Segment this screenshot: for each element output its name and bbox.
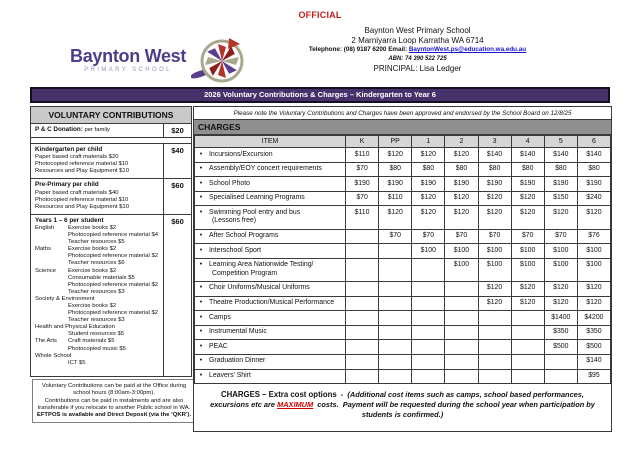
vc-subject-item: Teacher resources $3	[68, 317, 125, 324]
vc-detail-line: Photocopied reference material $10	[35, 161, 129, 168]
charge-value-cell: $70	[346, 162, 379, 177]
vc-subject-name: Society & Environment	[35, 295, 95, 302]
charge-value-cell: $100	[478, 244, 511, 259]
vc-row	[31, 124, 191, 138]
voluntary-contributions-header: VOLUNTARY CONTRIBUTIONS	[31, 107, 191, 124]
charge-value-cell: $190	[412, 177, 445, 192]
charge-value-cell: $120	[412, 191, 445, 206]
charge-value-cell	[379, 244, 412, 259]
charge-value-cell	[445, 325, 478, 340]
charge-item-label: Graduation Dinner	[209, 357, 266, 365]
vc-subject-items	[68, 303, 160, 324]
charge-value-cell	[379, 281, 412, 296]
charge-value-cell	[511, 340, 544, 355]
vc-row	[31, 215, 191, 376]
vc-subject-item: Exercise books $2	[68, 246, 117, 253]
payment-note-eftpos: EFTPOS is available and Direct Deposit (via the ‘QKR’).	[36, 412, 192, 419]
vc-subject-item: Photocopied music $5	[68, 345, 126, 352]
charges-row	[195, 340, 611, 355]
charges-col-PP: PP	[379, 136, 412, 148]
charge-value-cell	[478, 369, 511, 384]
vc-subject-items	[68, 225, 160, 246]
charges-col-6: 6	[577, 136, 610, 148]
vc-amount: $40	[171, 146, 184, 156]
school-logo-text	[70, 47, 186, 73]
vc-subject-name: English	[35, 224, 55, 231]
charges-row	[195, 258, 611, 281]
charge-value-cell	[412, 296, 445, 311]
charge-value-cell: $240	[577, 191, 610, 206]
vc-subject	[35, 225, 160, 246]
bullet-icon: •	[199, 372, 203, 379]
voluntary-contributions-panel	[30, 106, 192, 377]
charge-value-cell: $120	[577, 296, 610, 311]
extra-cost-maximum: MAXIMUM	[277, 399, 314, 409]
charges-table-body	[195, 148, 611, 384]
charge-value-cell	[379, 311, 412, 326]
charge-value-cell: $120	[478, 296, 511, 311]
bullet-icon: •	[199, 342, 203, 350]
charge-value-cell: $110	[346, 148, 379, 163]
charge-value-cell	[412, 340, 445, 355]
charges-row	[195, 191, 611, 206]
charge-value-cell: $120	[478, 191, 511, 206]
vc-subject-name: Whole School	[35, 352, 72, 359]
charge-value-cell	[379, 340, 412, 355]
charge-value-cell	[478, 325, 511, 340]
charge-value-cell: $120	[379, 206, 412, 229]
bullet-icon: •	[199, 299, 203, 307]
vc-row	[31, 179, 191, 214]
charge-value-cell: $120	[478, 206, 511, 229]
voluntary-table-body	[31, 124, 191, 376]
charge-value-cell: $100	[445, 244, 478, 259]
charge-value-cell: $80	[577, 162, 610, 177]
charges-col-5: 5	[544, 136, 577, 148]
charge-value-cell: $190	[445, 177, 478, 192]
charge-value-cell	[346, 325, 379, 340]
charge-item-label: Assembly/EOY concert requirements	[209, 165, 322, 173]
charges-row	[195, 354, 611, 369]
charge-value-cell: $120	[544, 281, 577, 296]
charge-item-cell	[195, 354, 346, 369]
charge-value-cell: $1400	[544, 311, 577, 326]
vc-subject-items	[68, 331, 160, 338]
vc-subject-item: Exercise books $2	[68, 224, 117, 231]
charge-value-cell	[478, 311, 511, 326]
vc-subject-item: Teacher resources $5	[68, 239, 125, 246]
bullet-icon: •	[199, 357, 203, 365]
charge-value-cell: $120	[577, 281, 610, 296]
charges-row	[195, 369, 611, 384]
charge-value-cell: $120	[577, 206, 610, 229]
charge-value-cell: $100	[445, 258, 478, 281]
charges-col-4: 4	[511, 136, 544, 148]
charge-value-cell	[346, 258, 379, 281]
school-abn: ABN: 74 390 522 725	[388, 55, 447, 62]
payment-note-box	[32, 379, 196, 423]
charge-item-label: After School Programs	[209, 232, 279, 240]
bullet-icon: •	[199, 179, 203, 187]
bullet-icon: •	[199, 165, 203, 173]
charge-value-cell: $100	[511, 244, 544, 259]
charges-panel	[193, 106, 612, 432]
charge-value-cell: $70	[412, 229, 445, 244]
charges-col-2: 2	[445, 136, 478, 148]
charge-value-cell: $100	[544, 244, 577, 259]
charge-value-cell	[544, 354, 577, 369]
school-email-link[interactable]: BayntonWest.ps@education.wa.edu.au	[408, 46, 527, 53]
charge-item-cell	[195, 177, 346, 192]
charge-value-cell: $500	[544, 340, 577, 355]
vc-subject	[35, 338, 160, 352]
charge-item-label: Interschool Sport	[209, 246, 262, 254]
charge-value-cell: $80	[379, 162, 412, 177]
vc-row-title: Years 1 – 6 per student	[35, 216, 104, 224]
charge-value-cell: $140	[511, 148, 544, 163]
vc-row-title-suffix: per family	[82, 127, 110, 133]
charge-item-label: School Photo	[209, 179, 250, 187]
charge-item-cell	[195, 244, 346, 259]
charge-value-cell: $190	[478, 177, 511, 192]
charge-value-cell	[544, 369, 577, 384]
charge-value-cell	[412, 354, 445, 369]
charge-value-cell: $190	[577, 177, 610, 192]
charge-value-cell: $190	[346, 177, 379, 192]
school-phone-line	[295, 45, 540, 55]
vc-row-description	[31, 215, 164, 376]
charge-value-cell: $120	[478, 281, 511, 296]
extra-cost-lead: CHARGES – Extra cost options	[221, 390, 337, 400]
charge-value-cell	[511, 354, 544, 369]
charge-value-cell	[412, 325, 445, 340]
vc-subject-name: Health and Physical Education	[35, 324, 115, 331]
charges-row	[195, 244, 611, 259]
charge-value-cell	[445, 369, 478, 384]
charge-value-cell	[412, 369, 445, 384]
vc-row-title: P & C Donation:	[35, 126, 83, 133]
bullet-icon: •	[199, 313, 203, 321]
charge-item-label: Incursions/Excursion	[209, 150, 273, 158]
charge-value-cell: $110	[346, 206, 379, 229]
vc-row-description	[31, 179, 164, 213]
charge-value-cell: $80	[412, 162, 445, 177]
extra-cost-note	[194, 390, 611, 419]
charge-item-cell	[195, 206, 346, 229]
vc-subject-items	[68, 246, 160, 267]
extra-cost-dash: -	[336, 390, 348, 400]
charge-value-cell	[346, 244, 379, 259]
vc-subject-items	[68, 360, 160, 367]
charge-value-cell: $70	[445, 229, 478, 244]
extra-cost-text-1: (Additional cost items such as camps, school based performances, excursions etc are	[210, 390, 587, 409]
charge-item-cell	[195, 311, 346, 326]
charge-value-cell: $120	[445, 148, 478, 163]
charges-row	[195, 281, 611, 296]
vc-detail-line: Photocopied reference material $10	[35, 196, 129, 203]
charge-value-cell: $100	[478, 258, 511, 281]
charge-item-cell	[195, 325, 346, 340]
charge-value-cell: $100	[412, 244, 445, 259]
bullet-icon: •	[199, 232, 203, 240]
school-logo	[70, 36, 245, 84]
charge-item-cell	[195, 369, 346, 384]
charges-section-header: CHARGES	[194, 119, 611, 135]
vc-subject-name: The Arts	[35, 338, 57, 345]
charge-value-cell	[346, 229, 379, 244]
vc-detail-line: Paper based craft materials $40	[35, 189, 119, 196]
charge-value-cell: $350	[577, 325, 610, 340]
charge-value-cell: $190	[511, 177, 544, 192]
vc-subject-item: Photocopied reference material $2	[68, 281, 159, 288]
charges-table	[194, 135, 611, 384]
charge-item-label: PEAC	[209, 342, 228, 350]
charge-item-cell	[195, 281, 346, 296]
charge-value-cell: $95	[577, 369, 610, 384]
school-details	[295, 26, 540, 74]
charge-value-cell	[346, 296, 379, 311]
pinwheel-logo-icon	[191, 36, 245, 84]
charge-item-label: Leavers’ Shirt	[209, 372, 251, 379]
charge-value-cell	[412, 258, 445, 281]
vc-subject-item: Photocopied reference material $2	[68, 253, 159, 260]
official-classification-label: OFFICIAL	[298, 10, 342, 20]
bullet-icon: •	[199, 284, 203, 292]
charge-item-cell	[195, 148, 346, 163]
charge-value-cell: $70	[544, 229, 577, 244]
charges-col-item: ITEM	[195, 136, 346, 148]
school-principal: PRINCIPAL: Lisa Ledger	[373, 64, 462, 73]
vc-subject-item: Photocopied reference material $2	[68, 310, 159, 317]
charge-item-label: Learning Area Nationwide Testing/	[209, 261, 314, 269]
vc-detail-line: Resources and Play Equipment $10	[35, 168, 129, 175]
charge-value-cell	[478, 340, 511, 355]
charge-item-cell	[195, 340, 346, 355]
charges-row	[195, 148, 611, 163]
vc-subject-item: Consumable materials $5	[68, 274, 135, 281]
charge-item-cell	[195, 162, 346, 177]
vc-amount: $60	[171, 181, 184, 191]
charge-item-label-line2: (Lessons free)	[212, 217, 257, 225]
vc-row	[31, 144, 191, 179]
charge-value-cell: $110	[379, 191, 412, 206]
charge-value-cell: $120	[511, 191, 544, 206]
charges-row	[195, 206, 611, 229]
charge-value-cell	[445, 340, 478, 355]
charge-value-cell: $120	[544, 296, 577, 311]
charge-value-cell	[379, 354, 412, 369]
vc-subject	[35, 246, 160, 267]
charge-value-cell	[478, 354, 511, 369]
charge-item-label: Camps	[209, 313, 231, 321]
charge-item-label: Specialised Learning Programs	[209, 194, 305, 202]
charges-row	[195, 162, 611, 177]
vc-subject-item: Craft materials $5	[68, 338, 115, 345]
charge-value-cell: $500	[577, 340, 610, 355]
charge-value-cell: $120	[511, 206, 544, 229]
charge-value-cell: $120	[544, 206, 577, 229]
charge-item-label-line2: Competition Program	[212, 269, 278, 277]
bullet-icon: •	[199, 150, 203, 158]
charge-value-cell: $70	[478, 229, 511, 244]
charge-value-cell	[445, 354, 478, 369]
charge-value-cell: $80	[511, 162, 544, 177]
charge-value-cell	[412, 311, 445, 326]
vc-detail-line: Resources and Play Equipment $10	[35, 203, 129, 210]
charges-row	[195, 229, 611, 244]
charge-value-cell	[346, 340, 379, 355]
charge-item-label: Swimming Pool entry and bus	[209, 208, 301, 216]
charges-row	[195, 177, 611, 192]
vc-subject-name: Science	[35, 267, 56, 274]
vc-amount: $60	[171, 216, 184, 226]
charge-value-cell	[412, 281, 445, 296]
charge-value-cell	[379, 369, 412, 384]
charge-value-cell: $70	[346, 191, 379, 206]
charge-value-cell: $140	[577, 148, 610, 163]
charge-value-cell	[445, 311, 478, 326]
charge-value-cell: $80	[544, 162, 577, 177]
charge-item-label: Instrumental Music	[209, 328, 267, 336]
vc-subject-item: Teacher resources $3	[68, 288, 125, 295]
charge-item-cell	[195, 258, 346, 281]
charge-value-cell	[346, 369, 379, 384]
charges-header-row	[195, 136, 611, 148]
school-name: Baynton West Primary School	[364, 26, 471, 35]
charge-value-cell	[445, 296, 478, 311]
vc-subject-item: Teacher resources $6	[68, 260, 125, 267]
school-logo-subtitle: PRIMARY SCHOOL	[84, 67, 172, 73]
charge-item-label: Theatre Production/Musical Performance	[209, 299, 335, 307]
vc-subject-item: Photocopied reference material $4	[68, 232, 159, 239]
charge-value-cell	[379, 325, 412, 340]
charge-value-cell: $80	[445, 162, 478, 177]
charge-value-cell	[379, 258, 412, 281]
charge-value-cell	[511, 369, 544, 384]
school-logo-name: Baynton West	[70, 46, 187, 66]
charge-value-cell: $190	[379, 177, 412, 192]
vc-row-description	[31, 124, 164, 137]
vc-row-title: Pre-Primary per child	[35, 181, 99, 189]
charges-col-1: 1	[412, 136, 445, 148]
charge-value-cell	[511, 325, 544, 340]
vc-subject-item: Exercise books $2	[68, 267, 117, 274]
charge-value-cell	[445, 281, 478, 296]
charge-value-cell: $120	[412, 148, 445, 163]
bullet-icon: •	[199, 261, 203, 269]
charge-value-cell	[346, 311, 379, 326]
charge-value-cell: $100	[544, 258, 577, 281]
charges-col-K: K	[346, 136, 379, 148]
school-address: 2 Marniyarra Loop Karratha WA 6714	[351, 35, 484, 45]
charge-value-cell: $150	[544, 191, 577, 206]
charge-value-cell: $120	[412, 206, 445, 229]
charge-value-cell: $70	[511, 229, 544, 244]
payment-note-line: Contributions can be paid in instalments and are also transferable if you relocate to another Public school in WA.	[37, 397, 191, 411]
vc-subject-items	[68, 338, 160, 352]
charge-value-cell: $70	[379, 229, 412, 244]
bullet-icon: •	[199, 328, 203, 336]
bullet-icon: •	[199, 208, 203, 216]
charge-value-cell: $120	[445, 206, 478, 229]
charge-value-cell: $190	[544, 177, 577, 192]
title-banner: 2026 Voluntary Contributions & Charges – Kindergarten to Year 6	[30, 87, 610, 103]
vc-subject-items	[68, 268, 160, 296]
phone-label: Telephone: (08) 9187 6200 Email:	[308, 46, 409, 53]
charge-item-cell	[195, 229, 346, 244]
vc-amount: $20	[171, 126, 184, 135]
charge-value-cell: $100	[577, 258, 610, 281]
extra-cost-text-2: costs. Payment will be requested during the school year when participation by students is confirmed.)	[313, 399, 597, 419]
charge-item-cell	[195, 296, 346, 311]
charge-item-cell	[195, 191, 346, 206]
charge-value-cell	[346, 281, 379, 296]
payment-note-line: Voluntary Contributions can be paid at the Office during school hours (8:00am-3:00pm).	[41, 383, 187, 397]
vc-subject-name: Maths	[35, 246, 52, 253]
charge-value-cell: $100	[511, 258, 544, 281]
charges-row	[195, 311, 611, 326]
charges-row	[195, 325, 611, 340]
charges-col-3: 3	[478, 136, 511, 148]
charge-value-cell	[511, 311, 544, 326]
charge-value-cell: $350	[544, 325, 577, 340]
charge-value-cell: $120	[511, 296, 544, 311]
bullet-icon: •	[199, 194, 203, 202]
charge-value-cell	[379, 296, 412, 311]
bullet-icon: •	[199, 246, 203, 254]
charge-value-cell: $120	[445, 191, 478, 206]
charge-value-cell: $120	[379, 148, 412, 163]
charge-value-cell: $76	[577, 229, 610, 244]
vc-subject	[35, 268, 160, 296]
board-approval-note: Please note the Voluntary Contributions and Charges have been approved and endorsed by the School Board on 12/8/25	[233, 110, 572, 117]
vc-row-description	[31, 144, 164, 178]
charge-item-label: Choir Uniforms/Musical Uniforms	[209, 284, 310, 292]
vc-detail-line: Paper based craft materials $20	[35, 154, 119, 161]
charge-value-cell: $4200	[577, 311, 610, 326]
charge-value-cell: $100	[577, 244, 610, 259]
charge-value-cell: $140	[478, 148, 511, 163]
charge-value-cell: $140	[577, 354, 610, 369]
charge-value-cell: $120	[511, 281, 544, 296]
charge-value-cell: $80	[478, 162, 511, 177]
charge-value-cell	[346, 354, 379, 369]
charges-row	[195, 296, 611, 311]
vc-row-title: Kindergarten per child	[35, 146, 103, 154]
vc-subject-item: Student resources $5	[68, 331, 124, 338]
vc-subject-item: Exercise books $2	[68, 302, 117, 309]
vc-subject-item: ICT $5	[68, 359, 86, 366]
charge-value-cell: $140	[544, 148, 577, 163]
